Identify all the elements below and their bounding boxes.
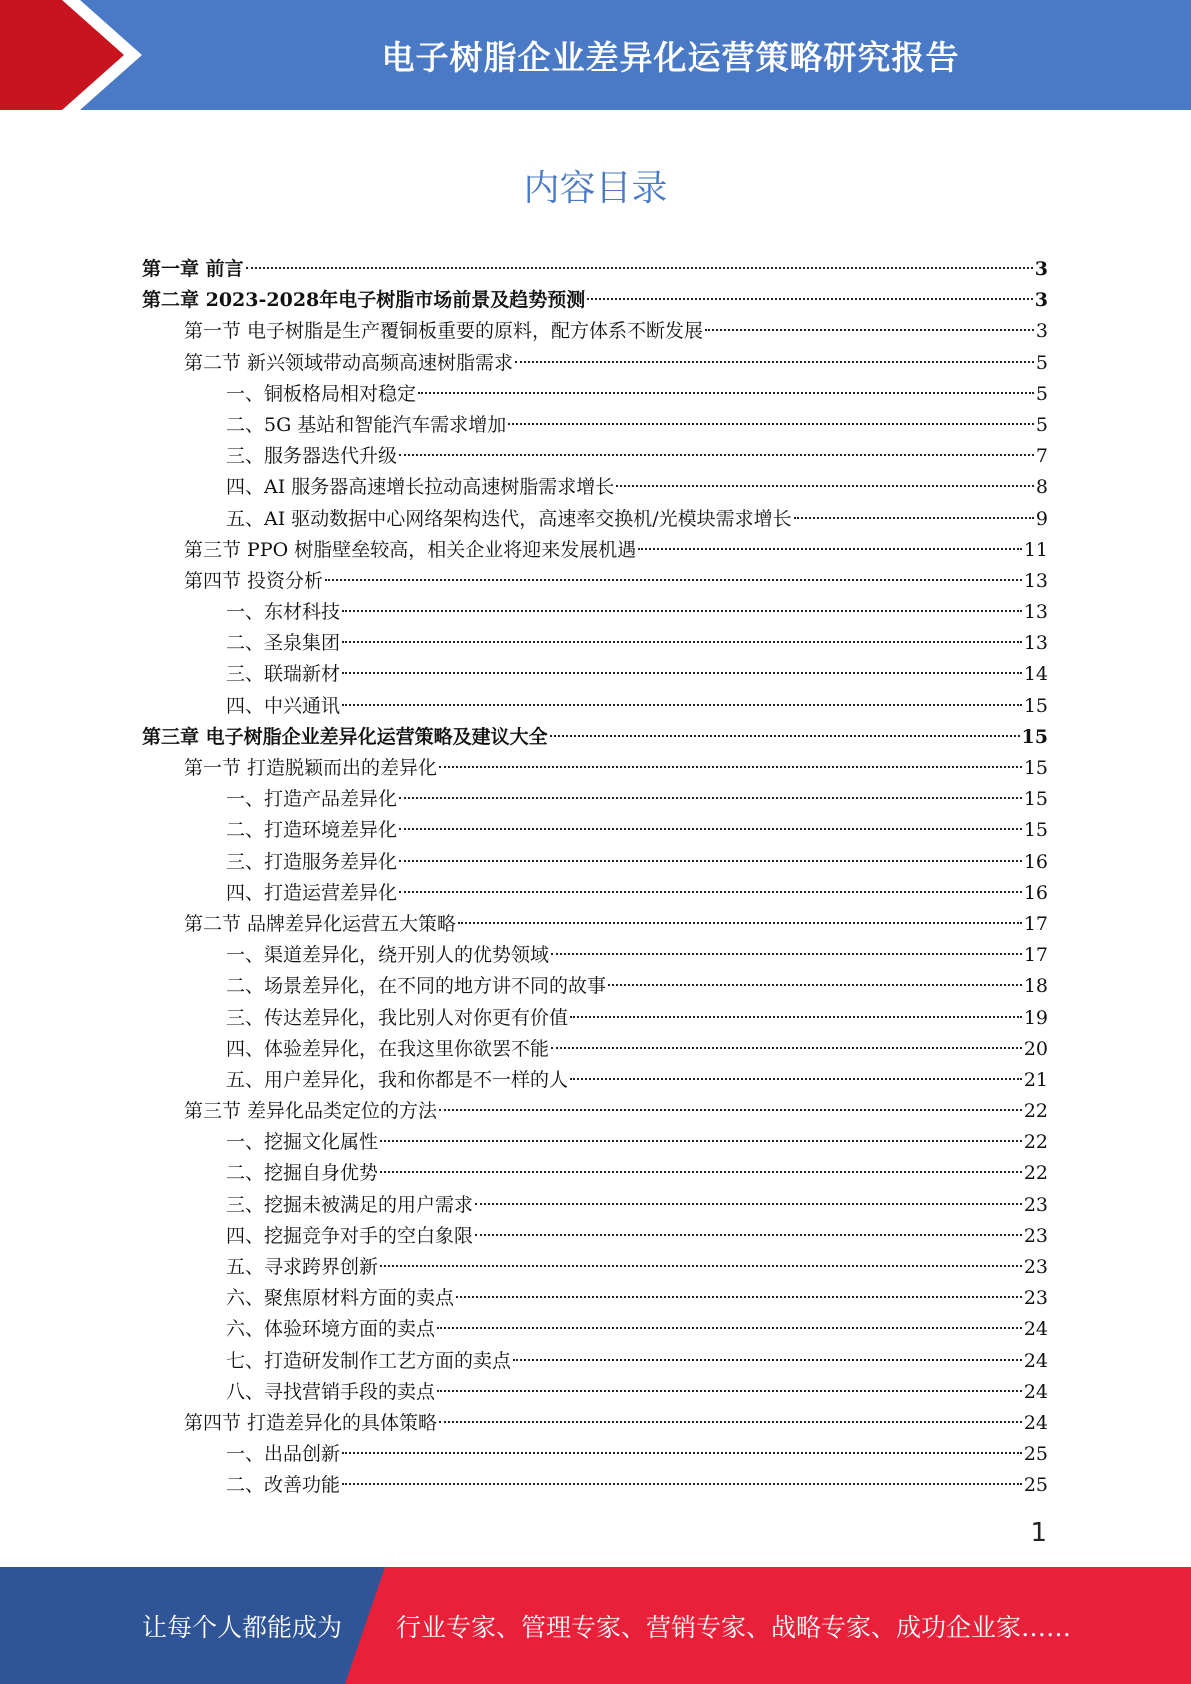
toc-entry-label: 第一节 打造脱颖而出的差异化 xyxy=(184,757,438,779)
toc-entry[interactable] xyxy=(142,1158,1048,1189)
dot-leader xyxy=(246,267,1033,269)
toc-entry-page: 9 xyxy=(1035,507,1048,530)
toc-entry[interactable] xyxy=(142,504,1048,535)
dot-leader xyxy=(508,423,1034,425)
toc-entry-label: 三、传达差异化，我比别人对你更有价值 xyxy=(226,1006,569,1029)
toc-entry[interactable] xyxy=(142,348,1048,379)
dot-leader xyxy=(608,984,1022,986)
toc-entry-page: 14 xyxy=(1023,663,1048,686)
toc-entry[interactable] xyxy=(142,940,1048,971)
toc-entry[interactable] xyxy=(142,971,1048,1002)
dot-leader xyxy=(342,704,1022,706)
toc-entry-label: 六、聚焦原材料方面的卖点 xyxy=(226,1287,455,1310)
toc-entry-page: 13 xyxy=(1023,569,1048,592)
toc-entry-label: 一、铜板格局相对稳定 xyxy=(226,382,417,405)
dot-leader xyxy=(399,891,1022,893)
toc-entry[interactable] xyxy=(142,1252,1048,1283)
toc-entry-page: 13 xyxy=(1023,632,1048,655)
toc-entry-label: 二、场景差异化，在不同的地方讲不同的故事 xyxy=(226,975,607,998)
dot-leader xyxy=(399,797,1022,799)
toc-entry-page: 22 xyxy=(1023,1131,1048,1154)
header-banner xyxy=(0,0,1191,110)
toc-entry-label: 第一节 电子树脂是生产覆铜板重要的原料，配方体系不断发展 xyxy=(184,320,704,343)
toc-entry[interactable] xyxy=(142,566,1048,597)
toc-entry-page: 7 xyxy=(1035,445,1048,468)
toc-entry[interactable] xyxy=(142,1034,1048,1065)
toc-entry-label: 第三节 PPO 树脂壁垒较高，相关企业将迎来发展机遇 xyxy=(184,538,637,561)
dot-leader xyxy=(570,1016,1022,1018)
dot-leader xyxy=(570,1078,1022,1080)
dot-leader xyxy=(437,1327,1022,1329)
toc-entry-page: 5 xyxy=(1035,382,1048,405)
toc-entry[interactable] xyxy=(142,691,1048,722)
toc-entry-label: 三、服务器迭代升级 xyxy=(226,445,398,468)
dot-leader xyxy=(551,953,1022,955)
toc-entry-label: 一、东材科技 xyxy=(226,601,341,624)
toc-entry[interactable] xyxy=(142,1221,1048,1252)
toc-entry[interactable] xyxy=(142,441,1048,472)
toc-entry[interactable] xyxy=(142,878,1048,909)
toc-entry-label: 四、中兴通讯 xyxy=(226,694,341,717)
dot-leader xyxy=(439,766,1022,768)
toc-entry-label: 二、改善功能 xyxy=(226,1474,341,1497)
dot-leader xyxy=(380,1171,1022,1173)
toc-entry-page: 23 xyxy=(1023,1256,1048,1278)
toc-entry-label: 第四节 打造差异化的具体策略 xyxy=(184,1411,438,1434)
toc-entry[interactable] xyxy=(142,1314,1048,1345)
dot-leader xyxy=(380,1140,1022,1142)
toc-entry[interactable] xyxy=(142,472,1048,503)
toc-entry-label: 二、打造环境差异化 xyxy=(226,819,398,842)
dot-leader xyxy=(342,610,1022,612)
dot-leader xyxy=(551,1047,1022,1049)
toc-entry[interactable] xyxy=(142,1003,1048,1034)
toc-entry[interactable] xyxy=(142,285,1048,316)
toc-entry-page: 3 xyxy=(1034,289,1048,312)
toc-entry-page: 17 xyxy=(1023,944,1048,967)
dot-leader xyxy=(705,329,1034,331)
toc-entry[interactable] xyxy=(142,597,1048,628)
toc-entry-page: 15 xyxy=(1023,757,1048,779)
toc-entry-label: 三、挖掘未被满足的用户需求 xyxy=(226,1193,474,1216)
toc-entry-page: 5 xyxy=(1035,351,1048,374)
toc-entry-label: 第四节 投资分析 xyxy=(184,569,324,592)
toc-entry-page: 24 xyxy=(1023,1411,1048,1434)
footer-slogan-left: 让每个人都能成为 xyxy=(142,1612,343,1642)
dot-leader xyxy=(513,1359,1022,1361)
toc-entry[interactable] xyxy=(142,847,1048,878)
toc-entry-page: 22 xyxy=(1023,1100,1048,1123)
toc-entry[interactable] xyxy=(142,659,1048,690)
toc-entry[interactable] xyxy=(142,1346,1048,1377)
dot-leader xyxy=(456,1296,1022,1298)
toc-entry-page: 16 xyxy=(1023,850,1048,873)
dot-leader xyxy=(515,361,1034,363)
toc-entry[interactable] xyxy=(142,815,1048,846)
toc-entry[interactable] xyxy=(142,1283,1048,1314)
toc-entry-page: 21 xyxy=(1023,1068,1048,1091)
toc-entry-label: 第一章 前言 xyxy=(142,258,244,280)
report-title: 电子树脂企业差异化运营策略研究报告 xyxy=(381,37,960,77)
dot-leader xyxy=(439,1421,1022,1423)
toc-entry-label: 第三章 电子树脂企业差异化运营策略及建议大全 xyxy=(142,725,548,748)
toc-entry[interactable] xyxy=(142,254,1048,285)
dot-leader xyxy=(342,1452,1022,1454)
toc-entry[interactable] xyxy=(142,316,1048,347)
toc-entry-label: 四、挖掘竞争对手的空白象限 xyxy=(226,1224,474,1247)
dot-leader xyxy=(439,1109,1022,1111)
toc-entry[interactable] xyxy=(142,1408,1048,1439)
dot-leader xyxy=(587,298,1033,300)
dot-leader xyxy=(458,922,1022,924)
toc-entry-page: 16 xyxy=(1023,881,1048,904)
toc-entry-page: 24 xyxy=(1023,1349,1048,1372)
toc-entry[interactable] xyxy=(142,1096,1048,1127)
footer-banner xyxy=(0,1567,1191,1684)
toc-entry-label: 一、渠道差异化，绕开别人的优势领域 xyxy=(226,944,550,967)
toc-entry-label: 四、AI 服务器高速增长拉动高速树脂需求增长 xyxy=(226,476,615,499)
toc-entry-page: 18 xyxy=(1023,975,1048,998)
toc-entry[interactable] xyxy=(142,1377,1048,1408)
dot-leader xyxy=(399,454,1034,456)
toc-entry[interactable] xyxy=(142,379,1048,410)
dot-leader xyxy=(399,860,1022,862)
toc-entry-page: 19 xyxy=(1023,1006,1048,1029)
toc-entry[interactable] xyxy=(142,784,1048,815)
toc-entry-label: 第二章 2023-2028年电子树脂市场前景及趋势预测 xyxy=(142,289,586,312)
toc-entry[interactable] xyxy=(142,628,1048,659)
footer-slogan-right: 行业专家、管理专家、营销专家、战略专家、成功企业家…… xyxy=(396,1612,1072,1642)
toc-entry-label: 五、寻求跨界创新 xyxy=(226,1256,379,1278)
toc-entry[interactable] xyxy=(142,1065,1048,1096)
dot-leader xyxy=(342,641,1022,643)
toc-entry-page: 24 xyxy=(1023,1318,1048,1341)
toc-entry-label: 三、打造服务差异化 xyxy=(226,850,398,873)
toc-entry[interactable] xyxy=(142,535,1048,566)
dot-leader xyxy=(794,517,1034,519)
toc-entry[interactable] xyxy=(142,722,1048,753)
toc-entry-page: 24 xyxy=(1023,1380,1048,1403)
dot-leader xyxy=(550,735,1020,737)
toc-entry-page: 5 xyxy=(1035,413,1048,436)
toc-entry-page: 15 xyxy=(1021,725,1048,748)
toc-entry-page: 15 xyxy=(1023,694,1048,717)
toc-entry-label: 一、打造产品差异化 xyxy=(226,788,398,811)
toc-entry-page: 15 xyxy=(1023,788,1048,811)
dot-leader xyxy=(616,485,1034,487)
toc-heading: 内容目录 xyxy=(523,168,668,209)
toc-entry-label: 第三节 差异化品类定位的方法 xyxy=(184,1100,438,1123)
toc-entry-page: 23 xyxy=(1023,1287,1048,1310)
chevron-decoration-icon xyxy=(0,0,150,110)
toc-entry-page: 3 xyxy=(1034,258,1048,280)
page-number: 1 xyxy=(1030,1518,1047,1548)
toc-entry-page: 22 xyxy=(1023,1162,1048,1185)
toc-entry-label: 四、体验差异化，在我这里你欲罢不能 xyxy=(226,1037,550,1060)
toc-entry-page: 25 xyxy=(1023,1443,1048,1466)
toc-entry-label: 二、5G 基站和智能汽车需求增加 xyxy=(226,413,507,436)
toc-entry-page: 15 xyxy=(1023,819,1048,842)
dot-leader xyxy=(638,548,1022,550)
toc-entry-page: 23 xyxy=(1023,1224,1048,1247)
toc-entry[interactable] xyxy=(142,1127,1048,1158)
toc-entry-label: 四、打造运营差异化 xyxy=(226,881,398,904)
toc-entry-page: 25 xyxy=(1023,1474,1048,1497)
toc-entry-page: 13 xyxy=(1023,601,1048,624)
toc-entry-label: 一、挖掘文化属性 xyxy=(226,1131,379,1154)
toc-entry-page: 23 xyxy=(1023,1193,1048,1216)
dot-leader xyxy=(418,392,1034,394)
toc-entry-label: 一、出品创新 xyxy=(226,1443,341,1466)
toc-entry-page: 8 xyxy=(1035,476,1048,499)
dot-leader xyxy=(380,1265,1022,1267)
toc-entry[interactable] xyxy=(142,909,1048,940)
toc-entry-label: 六、体验环境方面的卖点 xyxy=(226,1318,436,1341)
toc-entry-label: 八、寻找营销手段的卖点 xyxy=(226,1380,436,1403)
toc-entry[interactable] xyxy=(142,1470,1048,1501)
dot-leader xyxy=(342,1483,1022,1485)
dot-leader xyxy=(399,828,1022,830)
toc-entry-page: 11 xyxy=(1023,538,1048,561)
toc-entry[interactable] xyxy=(142,1439,1048,1470)
table-of-contents xyxy=(142,254,1048,1502)
toc-entry-label: 第二节 新兴领域带动高频高速树脂需求 xyxy=(184,351,514,374)
toc-entry-label: 五、AI 驱动数据中心网络架构迭代，高速率交换机/光模块需求增长 xyxy=(226,507,792,530)
toc-entry[interactable] xyxy=(142,753,1048,784)
toc-entry-page: 20 xyxy=(1023,1037,1048,1060)
dot-leader xyxy=(475,1234,1022,1236)
toc-entry-label: 第二节 品牌差异化运营五大策略 xyxy=(184,912,457,935)
toc-entry-label: 三、联瑞新材 xyxy=(226,663,341,686)
toc-entry-page: 17 xyxy=(1023,912,1048,935)
toc-entry-label: 二、挖掘自身优势 xyxy=(226,1162,379,1185)
toc-entry-label: 五、用户差异化，我和你都是不一样的人 xyxy=(226,1068,569,1091)
dot-leader xyxy=(325,579,1022,581)
dot-leader xyxy=(475,1203,1022,1205)
toc-entry[interactable] xyxy=(142,410,1048,441)
dot-leader xyxy=(437,1390,1022,1392)
toc-entry-label: 七、打造研发制作工艺方面的卖点 xyxy=(226,1349,512,1372)
dot-leader xyxy=(342,672,1022,674)
toc-entry-label: 二、圣泉集团 xyxy=(226,632,341,655)
toc-entry-page: 3 xyxy=(1035,320,1048,343)
toc-entry[interactable] xyxy=(142,1190,1048,1221)
